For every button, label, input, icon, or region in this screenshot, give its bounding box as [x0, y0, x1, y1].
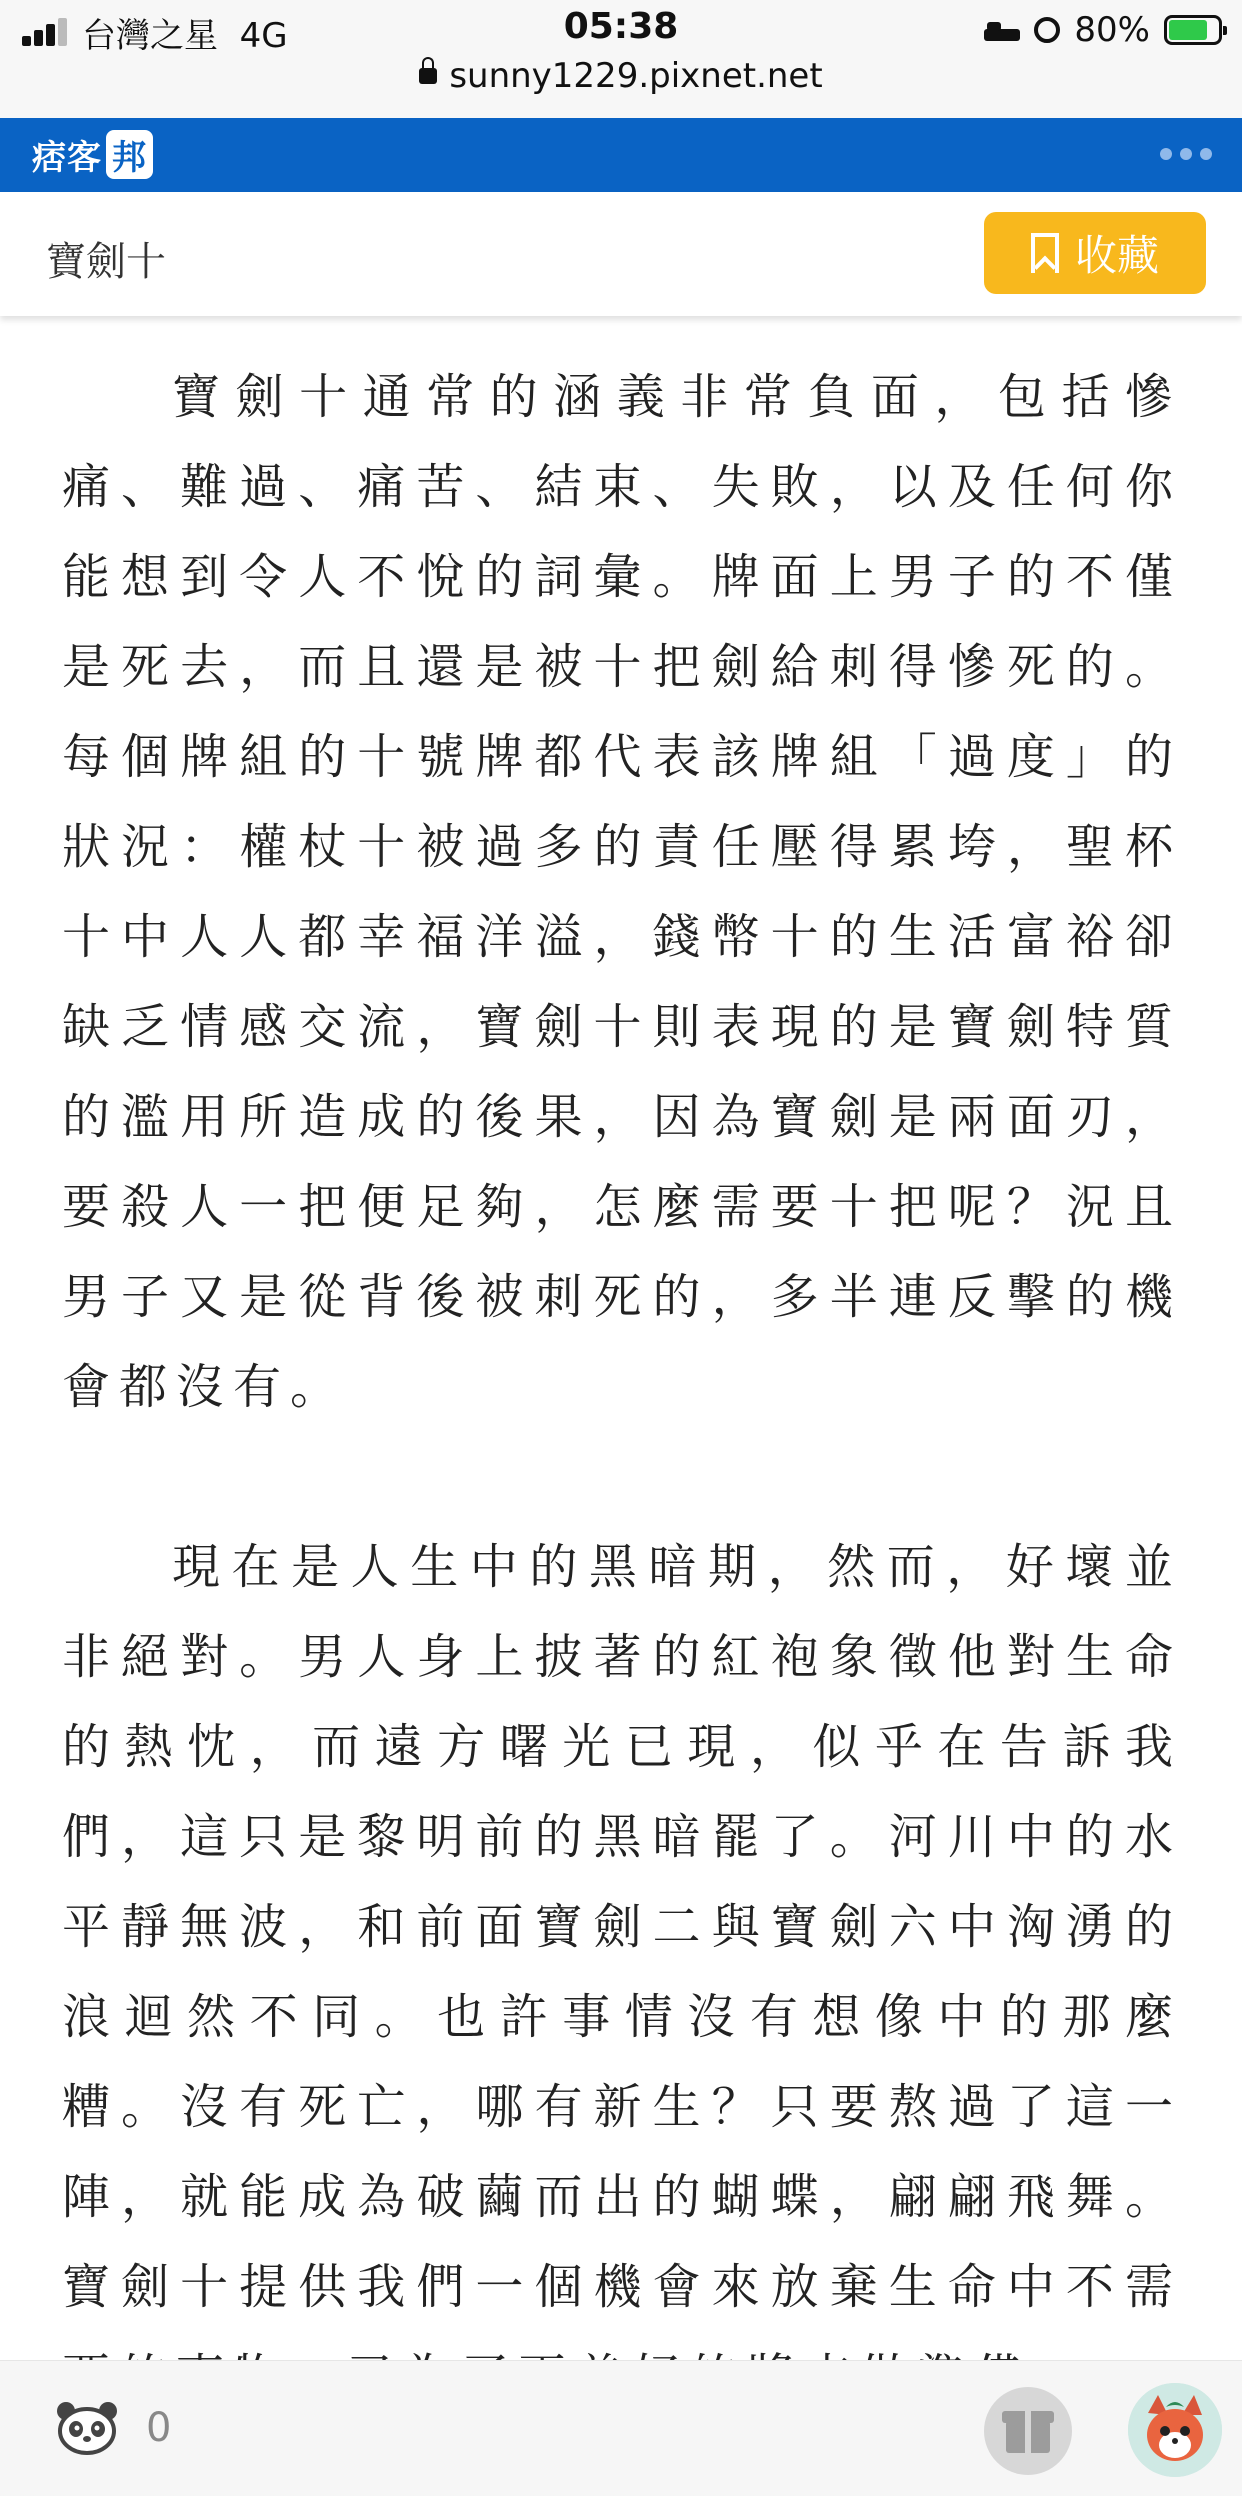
page-title: 寶劍十	[46, 239, 166, 285]
avatar[interactable]	[1128, 2383, 1222, 2477]
bookmark-label: 收藏	[1074, 231, 1159, 280]
carrier-text: 台灣之星 4G	[82, 16, 288, 56]
status-bar	[0, 0, 1242, 118]
lock-icon	[419, 68, 437, 84]
bookmark-button[interactable]	[984, 212, 1206, 294]
article-body	[62, 352, 1182, 2422]
url-text: sunny1229.pixnet.net	[449, 56, 823, 96]
bottom-bar	[0, 2360, 1242, 2496]
like-count: 0	[146, 2405, 172, 2451]
network-type: 4G	[239, 16, 288, 56]
clock: 05:38	[563, 6, 679, 47]
status-icons	[984, 8, 1222, 52]
more-menu-icon[interactable]	[1160, 148, 1212, 160]
address-bar[interactable]	[0, 56, 1242, 96]
alarm-icon	[1034, 17, 1060, 43]
site-logo[interactable]: 痞客 邦	[32, 130, 153, 179]
article-paragraph: 寶劍十通常的涵義非常負面，包括慘痛、難過、痛苦、結束、失敗，以及任何你能想到令人不悅的詞彙。牌面上男子的不僅是死去，而且還是被十把劍給刺得慘死的。每個牌組的十號牌都代表該牌組「過度」的狀況：權杖十被過多的責任壓得累垮，聖杯十中人人都幸福洋溢，錢幣十的生活富裕卻缺乏情感交流，寶劍十則表現的是寶劍特質的濫用所造成的後果，因為寶劍是兩面刃，要殺人一把便足夠，怎麼需要十把呢？況且男子又是從背後被刺死的，多半連反擊的機會都沒有。	[62, 369, 1182, 1415]
title-bar	[0, 192, 1242, 316]
bookmark-icon	[1031, 233, 1059, 273]
article-paragraph: 現在是人生中的黑暗期，然而，好壞並非絕對。男人身上披著的紅袍象徵他對生命的熱忱，而遠方曙光已現，似乎在告訴我們，這只是黎明前的黑暗罷了。河川中的水平靜無波，和前面寶劍二與寶劍六中洶湧的浪迴然不同。也許事情沒有想像中的那麼糟。沒有死亡，哪有新生？只要熬過了這一陣，就能成為破繭而出的蝴蝶，翩翩飛舞。寶劍十提供我們一個機會來放棄生命中不需	[62, 1539, 1182, 2315]
gift-button[interactable]	[984, 2387, 1072, 2475]
battery-percent: 80%	[1074, 10, 1150, 50]
gift-icon	[1006, 2421, 1050, 2453]
battery-icon	[1164, 15, 1222, 45]
logo-mark: 邦	[106, 130, 153, 179]
bed-icon	[984, 19, 1020, 41]
site-header	[0, 118, 1242, 192]
panda-like-icon[interactable]	[56, 2401, 118, 2455]
